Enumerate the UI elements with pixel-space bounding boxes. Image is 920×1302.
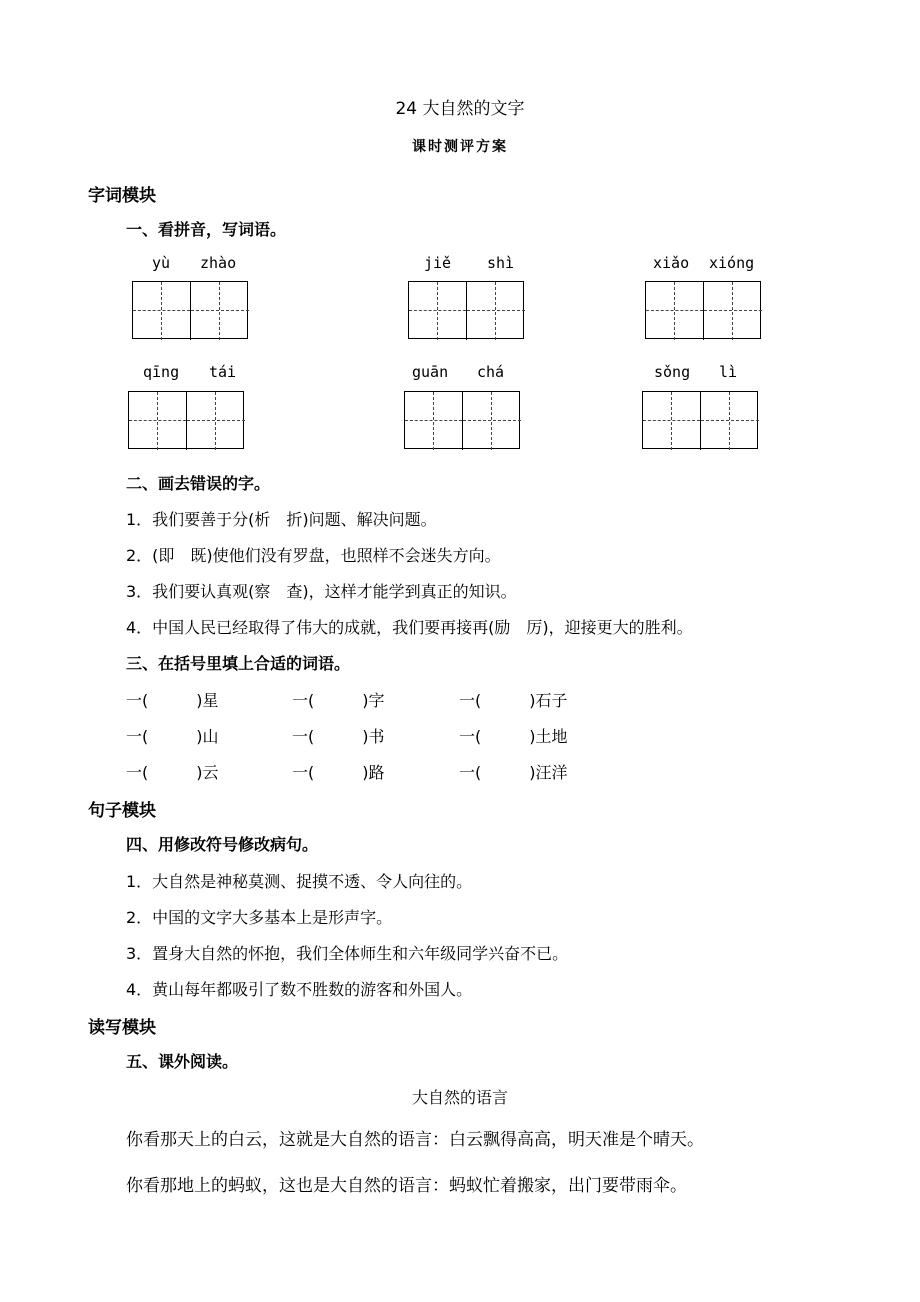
passage-line: 你看那天上的白云，这就是大自然的语言：白云飘得高高，明天准是个晴天。 bbox=[126, 1130, 704, 1150]
writing-grid[interactable] bbox=[642, 391, 758, 449]
writing-grid[interactable] bbox=[132, 281, 248, 339]
module-heading-reading: 读写模块 bbox=[88, 1018, 156, 1038]
question-item: 4．黄山每年都吸引了数不胜数的游客和外国人。 bbox=[126, 980, 473, 999]
pinyin: xiǎo bbox=[653, 254, 690, 272]
question-item: 1．大自然是神秘莫测、捉摸不透、令人向往的。 bbox=[126, 872, 473, 891]
question-item: 1．我们要善于分(析 折)问题、解决问题。 bbox=[126, 510, 437, 529]
question-1-heading: 一、看拼音，写词语。 bbox=[126, 220, 287, 239]
pinyin: lì bbox=[719, 363, 738, 381]
page-subtitle: 课时测评方案 bbox=[412, 139, 508, 155]
question-5-heading: 五、课外阅读。 bbox=[126, 1052, 239, 1071]
question-2-heading: 二、画去错误的字。 bbox=[126, 474, 271, 493]
fill-blank-item[interactable]: 一( )书 bbox=[292, 727, 385, 746]
pinyin: xióng bbox=[709, 254, 755, 272]
question-item: 2．(即 既)使他们没有罗盘，也照样不会迷失方向。 bbox=[126, 546, 501, 565]
fill-blank-item[interactable]: 一( )汪洋 bbox=[459, 763, 568, 782]
pinyin: chá bbox=[477, 363, 505, 381]
fill-blank-item[interactable]: 一( )石子 bbox=[459, 691, 568, 710]
pinyin: shì bbox=[487, 254, 515, 272]
writing-grid[interactable] bbox=[408, 281, 524, 339]
question-item: 4．中国人民已经取得了伟大的成就，我们要再接再(励 厉)，迎接更大的胜利。 bbox=[126, 618, 693, 637]
writing-grid[interactable] bbox=[645, 281, 761, 339]
fill-blank-item[interactable]: 一( )土地 bbox=[459, 727, 568, 746]
writing-grid[interactable] bbox=[128, 391, 244, 449]
pinyin: sǒng bbox=[654, 363, 691, 381]
pinyin: tái bbox=[209, 363, 237, 381]
passage-title: 大自然的语言 bbox=[411, 1088, 508, 1107]
fill-blank-item[interactable]: 一( )山 bbox=[126, 727, 219, 746]
module-heading-words: 字词模块 bbox=[88, 186, 156, 206]
question-3-heading: 三、在括号里填上合适的词语。 bbox=[126, 654, 351, 673]
pinyin: jiě bbox=[424, 254, 452, 272]
fill-blank-item[interactable]: 一( )路 bbox=[292, 763, 385, 782]
pinyin: zhào bbox=[200, 254, 237, 272]
pinyin: yù bbox=[152, 254, 171, 272]
writing-grid[interactable] bbox=[404, 391, 520, 449]
passage-line: 你看那地上的蚂蚁，这也是大自然的语言：蚂蚁忙着搬家，出门要带雨伞。 bbox=[126, 1176, 687, 1196]
fill-blank-item[interactable]: 一( )字 bbox=[292, 691, 385, 710]
question-item: 3．我们要认真观(察 查)，这样才能学到真正的知识。 bbox=[126, 582, 517, 601]
pinyin: qīng bbox=[143, 363, 180, 381]
question-item: 2．中国的文字大多基本上是形声字。 bbox=[126, 908, 393, 927]
page-title: 24 大自然的文字 bbox=[395, 99, 525, 119]
question-item: 3．置身大自然的怀抱，我们全体师生和六年级同学兴奋不已。 bbox=[126, 944, 569, 963]
module-heading-sentences: 句子模块 bbox=[88, 801, 156, 821]
fill-blank-item[interactable]: 一( )星 bbox=[126, 691, 219, 710]
question-4-heading: 四、用修改符号修改病句。 bbox=[126, 835, 319, 854]
pinyin: guān bbox=[412, 363, 449, 381]
fill-blank-item[interactable]: 一( )云 bbox=[126, 763, 219, 782]
